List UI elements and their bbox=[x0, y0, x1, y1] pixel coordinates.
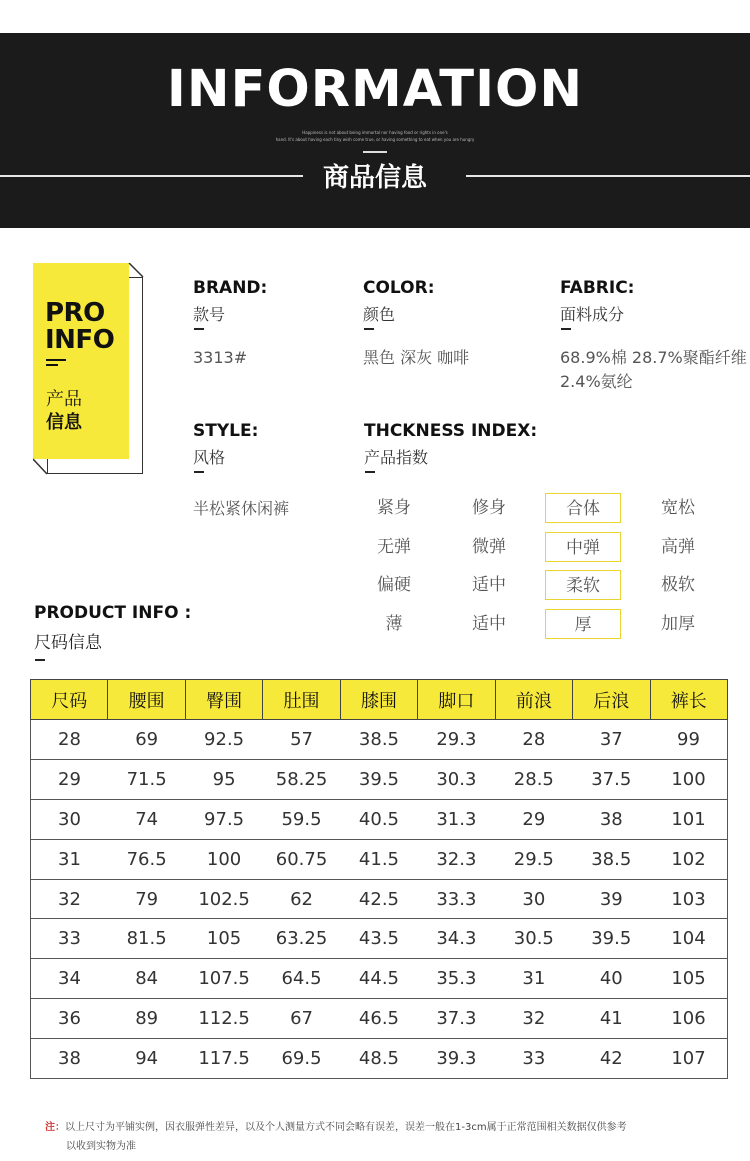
table-cell: 107.5 bbox=[185, 959, 262, 999]
table-cell: 71.5 bbox=[108, 759, 185, 799]
note-text-line2: 以收到实物为准 bbox=[66, 1141, 136, 1152]
pro-dash bbox=[46, 359, 66, 361]
table-cell: 31 bbox=[495, 959, 572, 999]
column-header: 臀围 bbox=[185, 680, 262, 720]
table-cell: 46.5 bbox=[340, 999, 417, 1039]
table-cell: 30 bbox=[495, 879, 572, 919]
style-dash bbox=[194, 471, 204, 473]
column-header: 尺码 bbox=[31, 680, 108, 720]
color-cn: 颜色 bbox=[363, 305, 396, 324]
banner-subtitle: 商品信息 bbox=[322, 163, 427, 193]
table-cell: 92.5 bbox=[185, 720, 262, 760]
thickness-option: 紧身 bbox=[377, 498, 411, 518]
style-value: 半松紧休闲裤 bbox=[193, 499, 290, 518]
size-note bbox=[45, 1118, 725, 1137]
table-cell: 105 bbox=[650, 959, 728, 999]
brand-value: 3313# bbox=[193, 348, 248, 367]
thickness-option-selected: 柔软 bbox=[545, 570, 621, 600]
pro-cn-line1: 产品 bbox=[46, 389, 82, 410]
table-cell: 30.5 bbox=[495, 919, 572, 959]
table-cell: 67 bbox=[263, 999, 340, 1039]
table-cell: 74 bbox=[108, 799, 185, 839]
fabric-value-line2: 2.4%氨纶 bbox=[560, 372, 633, 391]
table-cell: 33.3 bbox=[418, 879, 495, 919]
card-corner-lines bbox=[33, 263, 145, 475]
table-cell: 39.5 bbox=[340, 759, 417, 799]
table-cell: 38 bbox=[31, 1039, 108, 1079]
table-cell: 41.5 bbox=[340, 839, 417, 879]
fabric-value-line1: 68.9%棉 28.7%聚酯纤维 bbox=[560, 348, 747, 367]
banner-divider-short bbox=[363, 151, 387, 153]
pro-info-title bbox=[45, 300, 114, 354]
table-cell: 38 bbox=[573, 799, 650, 839]
table-cell: 28 bbox=[495, 720, 572, 760]
thickness-option: 宽松 bbox=[661, 498, 695, 518]
table-row bbox=[31, 759, 728, 799]
pro-dash-short bbox=[46, 364, 58, 366]
table-cell: 37.5 bbox=[573, 759, 650, 799]
table-cell: 39 bbox=[573, 879, 650, 919]
table-cell: 105 bbox=[185, 919, 262, 959]
table-row bbox=[31, 839, 728, 879]
table-cell: 58.25 bbox=[263, 759, 340, 799]
table-cell: 37 bbox=[573, 720, 650, 760]
table-row bbox=[31, 959, 728, 999]
table-cell: 38.5 bbox=[340, 720, 417, 760]
table-cell: 31.3 bbox=[418, 799, 495, 839]
table-cell: 35.3 bbox=[418, 959, 495, 999]
style-cn: 风格 bbox=[193, 448, 226, 467]
table-cell: 29 bbox=[31, 759, 108, 799]
table-cell: 40 bbox=[573, 959, 650, 999]
column-header: 腰围 bbox=[108, 680, 185, 720]
table-cell: 48.5 bbox=[340, 1039, 417, 1079]
product-info-label: PRODUCT INFO : bbox=[34, 603, 192, 623]
thickness-cn: 产品指数 bbox=[364, 448, 429, 467]
table-cell: 42.5 bbox=[340, 879, 417, 919]
table-cell: 57 bbox=[263, 720, 340, 760]
table-row bbox=[31, 879, 728, 919]
table-cell: 31 bbox=[31, 839, 108, 879]
table-cell: 39.5 bbox=[573, 919, 650, 959]
thickness-option: 适中 bbox=[472, 614, 506, 634]
table-cell: 81.5 bbox=[108, 919, 185, 959]
table-cell: 43.5 bbox=[340, 919, 417, 959]
size-table-header-row bbox=[31, 680, 728, 720]
table-cell: 29.5 bbox=[495, 839, 572, 879]
table-cell: 30.3 bbox=[418, 759, 495, 799]
color-label: COLOR: bbox=[363, 278, 435, 298]
fabric-cn: 面料成分 bbox=[560, 305, 625, 324]
table-cell: 37.3 bbox=[418, 999, 495, 1039]
color-value: 黑色 深灰 咖啡 bbox=[363, 348, 470, 367]
banner-title: INFORMATION bbox=[166, 60, 584, 119]
table-cell: 79 bbox=[108, 879, 185, 919]
thickness-option-selected: 合体 bbox=[545, 493, 621, 523]
fabric-label: FABRIC: bbox=[560, 278, 635, 298]
thickness-option: 高弹 bbox=[661, 537, 695, 557]
table-cell: 33 bbox=[495, 1039, 572, 1079]
color-dash bbox=[364, 328, 374, 330]
table-cell: 60.75 bbox=[263, 839, 340, 879]
table-cell: 44.5 bbox=[340, 959, 417, 999]
table-cell: 102 bbox=[650, 839, 728, 879]
table-cell: 32 bbox=[495, 999, 572, 1039]
thickness-option: 适中 bbox=[472, 575, 506, 595]
table-cell: 64.5 bbox=[263, 959, 340, 999]
thickness-option: 加厚 bbox=[661, 614, 695, 634]
table-cell: 103 bbox=[650, 879, 728, 919]
brand-dash bbox=[194, 328, 204, 330]
table-row bbox=[31, 720, 728, 760]
column-header: 肚围 bbox=[263, 680, 340, 720]
table-cell: 107 bbox=[650, 1039, 728, 1079]
table-cell: 84 bbox=[108, 959, 185, 999]
table-cell: 32.3 bbox=[418, 839, 495, 879]
thickness-option: 偏硬 bbox=[377, 575, 411, 595]
table-cell: 95 bbox=[185, 759, 262, 799]
table-cell: 34 bbox=[31, 959, 108, 999]
table-cell: 29 bbox=[495, 799, 572, 839]
table-cell: 29.3 bbox=[418, 720, 495, 760]
table-cell: 94 bbox=[108, 1039, 185, 1079]
table-cell: 28 bbox=[31, 720, 108, 760]
table-cell: 40.5 bbox=[340, 799, 417, 839]
style-label: STYLE: bbox=[193, 421, 259, 441]
table-row bbox=[31, 919, 728, 959]
pro-cn-line2: 信息 bbox=[46, 412, 82, 433]
header-banner bbox=[0, 33, 750, 228]
brand-cn: 款号 bbox=[193, 305, 226, 324]
size-table bbox=[30, 679, 728, 1079]
thickness-option-selected: 厚 bbox=[545, 609, 621, 639]
column-header: 膝围 bbox=[340, 680, 417, 720]
thickness-dash bbox=[365, 471, 375, 473]
banner-tagline-1: Happiness is not about being immortal nor having food or rights in one's bbox=[302, 130, 448, 135]
column-header: 后浪 bbox=[573, 680, 650, 720]
pro-info-card bbox=[33, 263, 143, 474]
thickness-label: THCKNESS INDEX: bbox=[364, 421, 538, 441]
table-cell: 104 bbox=[650, 919, 728, 959]
table-cell: 89 bbox=[108, 999, 185, 1039]
brand-label: BRAND: bbox=[193, 278, 268, 298]
table-cell: 69.5 bbox=[263, 1039, 340, 1079]
column-header: 脚口 bbox=[418, 680, 495, 720]
table-cell: 99 bbox=[650, 720, 728, 760]
table-row bbox=[31, 1039, 728, 1079]
pro-title-line1: PRO bbox=[45, 298, 105, 328]
thickness-option-selected: 中弹 bbox=[545, 532, 621, 562]
note-label: 注： bbox=[45, 1122, 65, 1133]
thickness-option: 微弹 bbox=[472, 537, 506, 557]
product-info-dash bbox=[35, 659, 45, 661]
table-cell: 41 bbox=[573, 999, 650, 1039]
table-cell: 62 bbox=[263, 879, 340, 919]
table-cell: 97.5 bbox=[185, 799, 262, 839]
table-cell: 42 bbox=[573, 1039, 650, 1079]
table-cell: 117.5 bbox=[185, 1039, 262, 1079]
thickness-option: 薄 bbox=[385, 614, 403, 634]
banner-divider-right bbox=[466, 175, 750, 177]
table-cell: 100 bbox=[650, 759, 728, 799]
table-cell: 76.5 bbox=[108, 839, 185, 879]
product-info-cn: 尺码信息 bbox=[34, 633, 102, 653]
table-cell: 38.5 bbox=[573, 839, 650, 879]
table-cell: 100 bbox=[185, 839, 262, 879]
table-cell: 63.25 bbox=[263, 919, 340, 959]
fabric-dash bbox=[561, 328, 571, 330]
pro-title-line2: INFO bbox=[45, 325, 115, 355]
banner-tagline-2: hand. It's about having each tiny wish come true, or having something to eat when you are hungry bbox=[275, 137, 475, 142]
table-cell: 33 bbox=[31, 919, 108, 959]
thickness-option: 无弹 bbox=[377, 537, 411, 557]
table-cell: 112.5 bbox=[185, 999, 262, 1039]
table-cell: 34.3 bbox=[418, 919, 495, 959]
table-cell: 59.5 bbox=[263, 799, 340, 839]
table-cell: 32 bbox=[31, 879, 108, 919]
table-cell: 101 bbox=[650, 799, 728, 839]
table-row bbox=[31, 799, 728, 839]
table-cell: 28.5 bbox=[495, 759, 572, 799]
table-cell: 39.3 bbox=[418, 1039, 495, 1079]
table-cell: 69 bbox=[108, 720, 185, 760]
table-cell: 30 bbox=[31, 799, 108, 839]
note-text-line1: 以上尺寸为平铺实例，因衣服弹性差异，以及个人测量方式不同会略有误差，误差一般在1-3cm属于正常范围相关数据仅供参考 bbox=[65, 1122, 627, 1133]
table-cell: 106 bbox=[650, 999, 728, 1039]
table-cell: 102.5 bbox=[185, 879, 262, 919]
thickness-option: 极软 bbox=[661, 575, 695, 595]
size-table-body bbox=[31, 720, 728, 1079]
table-cell: 36 bbox=[31, 999, 108, 1039]
column-header: 裤长 bbox=[650, 680, 728, 720]
thickness-option: 修身 bbox=[472, 498, 506, 518]
column-header: 前浪 bbox=[495, 680, 572, 720]
table-row bbox=[31, 999, 728, 1039]
